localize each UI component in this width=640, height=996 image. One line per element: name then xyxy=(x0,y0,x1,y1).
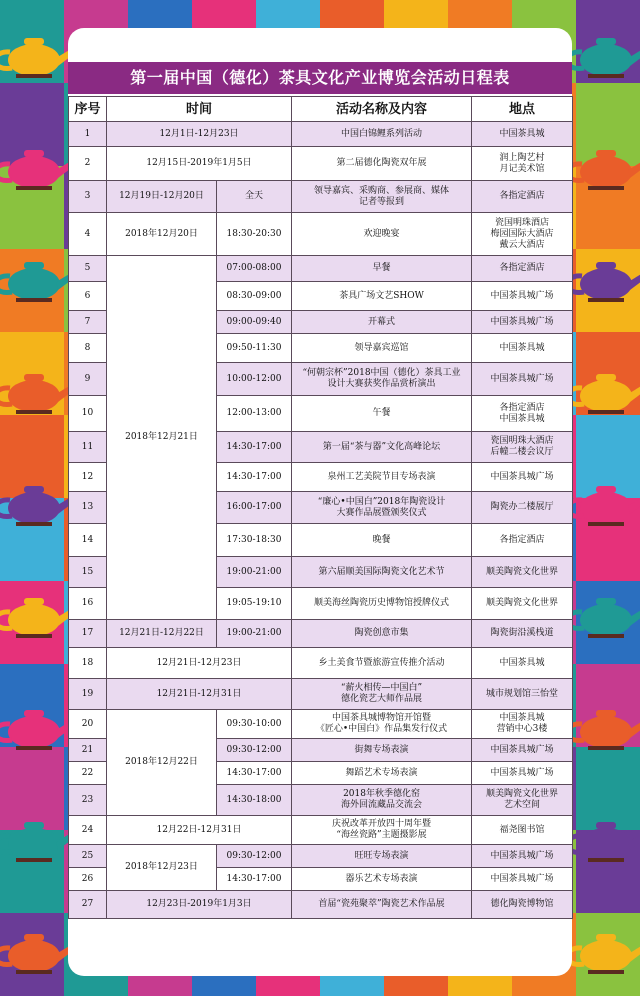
row-time: 全天 xyxy=(217,181,292,213)
row-venue: 中国茶具城广场 xyxy=(472,463,573,492)
row-time: 12月21日-12月23日 xyxy=(107,648,292,679)
row-venue: 中国茶具城 营销中心3楼 xyxy=(472,710,573,739)
background-tile xyxy=(576,415,640,498)
page-title: 第一届中国（德化）茶具文化产业博览会活动日程表 xyxy=(68,62,572,94)
row-venue: 中国茶具城 xyxy=(472,122,573,147)
row-time: 07:00-08:00 xyxy=(217,256,292,282)
row-venue: 中国茶具城广场 xyxy=(472,868,573,891)
row-no: 12 xyxy=(69,463,107,492)
table-row xyxy=(69,620,573,648)
row-venue: 中国茶具城广场 xyxy=(472,311,573,334)
row-time: 14:30-17:00 xyxy=(217,868,292,891)
row-no: 22 xyxy=(69,762,107,785)
row-activity: “薪火相传—中国白” 德化瓷艺大师作品展 xyxy=(292,679,472,710)
table-row xyxy=(69,147,573,181)
row-no: 8 xyxy=(69,334,107,363)
row-activity: 中国茶具城博物馆开馆暨 《匠心•中国白》作品集发行仪式 xyxy=(292,710,472,739)
row-time: 12月15日-2019年1月5日 xyxy=(107,147,292,181)
row-activity: 陶瓷创意市集 xyxy=(292,620,472,648)
row-venue: 各指定酒店 xyxy=(472,256,573,282)
row-venue: 中国茶具城 xyxy=(472,648,573,679)
row-date: 2018年12月23日 xyxy=(107,845,217,891)
row-activity: 庆祝改革开放四十周年暨 “海丝瓷路”主题摄影展 xyxy=(292,816,472,845)
row-activity: “何朝宗杯”2018中国（德化）茶具工业 设计大赛获奖作品赏析演出 xyxy=(292,363,472,396)
row-time: 09:30-12:00 xyxy=(217,845,292,868)
row-no: 7 xyxy=(69,311,107,334)
row-no: 13 xyxy=(69,492,107,524)
table-row xyxy=(69,816,573,845)
table-row xyxy=(69,710,573,739)
row-activity: 顺美海丝陶瓷历史博物馆授牌仪式 xyxy=(292,588,472,620)
row-time: 17:30-18:30 xyxy=(217,524,292,557)
row-time: 09:30-12:00 xyxy=(217,739,292,762)
row-activity: 第六届顺美国际陶瓷文化艺术节 xyxy=(292,557,472,588)
row-time: 14:30-18:00 xyxy=(217,785,292,816)
row-activity: 旺旺专场表演 xyxy=(292,845,472,868)
row-time: 12:00-13:00 xyxy=(217,396,292,432)
row-activity: 领导嘉宾、采购商、参展商、媒体 记者等报到 xyxy=(292,181,472,213)
row-venue: 陶瓷办二楼展厅 xyxy=(472,492,573,524)
row-date: 2018年12月20日 xyxy=(107,213,217,256)
row-activity: 街舞专场表演 xyxy=(292,739,472,762)
row-venue: 中国茶具城广场 xyxy=(472,845,573,868)
row-no: 17 xyxy=(69,620,107,648)
row-no: 10 xyxy=(69,396,107,432)
row-no: 15 xyxy=(69,557,107,588)
row-time: 09:50-11:30 xyxy=(217,334,292,363)
row-venue: 各指定酒店 xyxy=(472,524,573,557)
row-no: 21 xyxy=(69,739,107,762)
row-activity: 开幕式 xyxy=(292,311,472,334)
row-venue: 瓷国明珠酒店 梅园国际大酒店 戴云大酒店 xyxy=(472,213,573,256)
header-activity: 活动名称及内容 xyxy=(292,97,472,122)
row-time: 19:00-21:00 xyxy=(217,620,292,648)
row-activity: 茶具广场文艺SHOW xyxy=(292,282,472,311)
row-time: 16:00-17:00 xyxy=(217,492,292,524)
row-activity: 首届“瓷苑聚萃”陶瓷艺术作品展 xyxy=(292,891,472,919)
row-no: 3 xyxy=(69,181,107,213)
row-time: 19:05-19:10 xyxy=(217,588,292,620)
schedule-table xyxy=(68,96,573,919)
row-activity: 2018年秋季德化窑 海外回流藏品交流会 xyxy=(292,785,472,816)
row-time: 12月23日-2019年1月3日 xyxy=(107,891,292,919)
table-row xyxy=(69,891,573,919)
row-time: 09:00-09:40 xyxy=(217,311,292,334)
table-row xyxy=(69,256,573,282)
row-activity: 领导嘉宾巡馆 xyxy=(292,334,472,363)
row-activity: 器乐艺术专场表演 xyxy=(292,868,472,891)
row-activity: 早餐 xyxy=(292,256,472,282)
row-activity: 欢迎晚宴 xyxy=(292,213,472,256)
row-activity: 第二届德化陶瓷双年展 xyxy=(292,147,472,181)
row-no: 16 xyxy=(69,588,107,620)
row-activity: 晚餐 xyxy=(292,524,472,557)
row-time: 14:30-17:00 xyxy=(217,762,292,785)
row-venue: 顺美陶瓷文化世界 艺术空间 xyxy=(472,785,573,816)
row-venue: 陶瓷街沿溪栈道 xyxy=(472,620,573,648)
row-no: 5 xyxy=(69,256,107,282)
background-tile xyxy=(0,415,64,498)
row-time: 19:00-21:00 xyxy=(217,557,292,588)
row-no: 18 xyxy=(69,648,107,679)
row-no: 20 xyxy=(69,710,107,739)
background-tile xyxy=(0,747,64,830)
header-venue: 地点 xyxy=(472,97,573,122)
row-no: 6 xyxy=(69,282,107,311)
row-time: 14:30-17:00 xyxy=(217,463,292,492)
row-venue: 顺美陶瓷文化世界 xyxy=(472,588,573,620)
table-row xyxy=(69,181,573,213)
row-venue: 福尧图书馆 xyxy=(472,816,573,845)
row-venue: 各指定酒店 中国茶具城 xyxy=(472,396,573,432)
row-venue: 中国茶具城广场 xyxy=(472,762,573,785)
row-venue: 中国茶具城广场 xyxy=(472,282,573,311)
background-tile xyxy=(576,747,640,830)
row-time: 18:30-20:30 xyxy=(217,213,292,256)
row-time: 12月22日-12月31日 xyxy=(107,816,292,845)
row-no: 2 xyxy=(69,147,107,181)
header-no: 序号 xyxy=(69,97,107,122)
row-time: 09:30-10:00 xyxy=(217,710,292,739)
header-time: 时间 xyxy=(107,97,292,122)
row-no: 1 xyxy=(69,122,107,147)
row-venue: 城市规划馆三怡堂 xyxy=(472,679,573,710)
row-time: 10:00-12:00 xyxy=(217,363,292,396)
table-header-row xyxy=(69,97,573,122)
row-venue: 德化陶瓷博物馆 xyxy=(472,891,573,919)
row-time: 12月21日-12月31日 xyxy=(107,679,292,710)
row-activity: 舞蹈艺术专场表演 xyxy=(292,762,472,785)
table-row xyxy=(69,845,573,868)
row-activity: 午餐 xyxy=(292,396,472,432)
row-activity: 中国白锦鲤系列活动 xyxy=(292,122,472,147)
row-no: 27 xyxy=(69,891,107,919)
row-activity: 乡土美食节暨旅游宣传推介活动 xyxy=(292,648,472,679)
table-row xyxy=(69,122,573,147)
row-time: 12月1日-12月23日 xyxy=(107,122,292,147)
table-row xyxy=(69,679,573,710)
table-row xyxy=(69,648,573,679)
row-venue: 中国茶具城 xyxy=(472,334,573,363)
row-date: 2018年12月21日 xyxy=(107,256,217,620)
row-date: 2018年12月22日 xyxy=(107,710,217,816)
row-venue: 瓷国明珠大酒店 后幢二楼会议厅 xyxy=(472,432,573,463)
row-venue: 顺美陶瓷文化世界 xyxy=(472,557,573,588)
table-row xyxy=(69,213,573,256)
row-venue: 中国茶具城广场 xyxy=(472,739,573,762)
row-no: 14 xyxy=(69,524,107,557)
row-activity: 第一届“茶与器”文化高峰论坛 xyxy=(292,432,472,463)
row-no: 26 xyxy=(69,868,107,891)
row-no: 4 xyxy=(69,213,107,256)
row-activity: “廉心•中国白”2018年陶瓷设计 大赛作品展暨颁奖仪式 xyxy=(292,492,472,524)
row-no: 25 xyxy=(69,845,107,868)
row-no: 23 xyxy=(69,785,107,816)
row-activity: 泉州工艺美院节目专场表演 xyxy=(292,463,472,492)
row-venue: 中国茶具城广场 xyxy=(472,363,573,396)
row-time: 14:30-17:00 xyxy=(217,432,292,463)
row-no: 9 xyxy=(69,363,107,396)
row-date: 12月19日-12月20日 xyxy=(107,181,217,213)
row-venue: 各指定酒店 xyxy=(472,181,573,213)
row-venue: 润上陶艺村 月记美术馆 xyxy=(472,147,573,181)
row-time: 08:30-09:00 xyxy=(217,282,292,311)
row-no: 11 xyxy=(69,432,107,463)
row-no: 19 xyxy=(69,679,107,710)
row-no: 24 xyxy=(69,816,107,845)
row-date: 12月21日-12月22日 xyxy=(107,620,217,648)
